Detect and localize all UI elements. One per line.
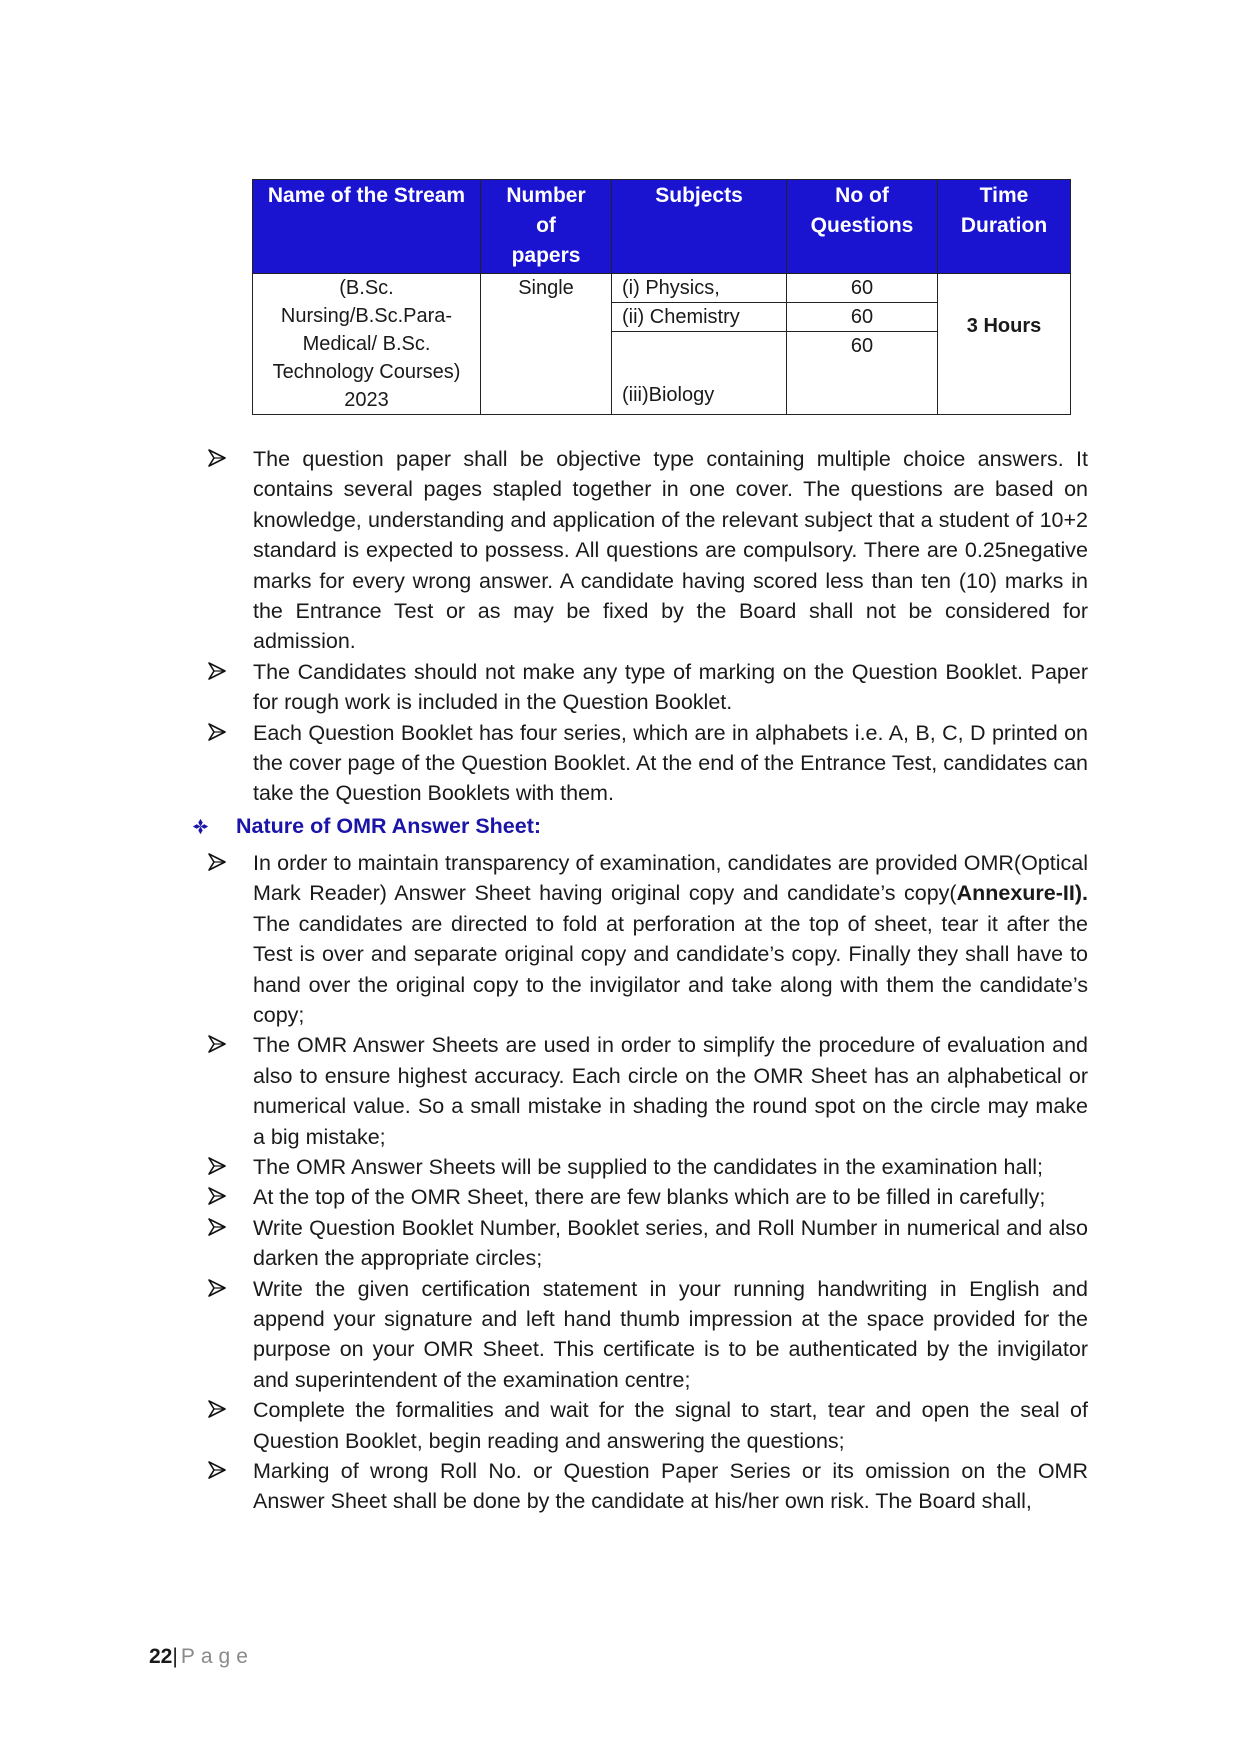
arrowhead-icon — [208, 723, 226, 741]
header-questions — [787, 180, 938, 274]
questions-cell: 60 — [787, 332, 938, 415]
list-item-text: The question paper shall be objective type containing multiple choice answers. It contains several pages stapled together in one cover. The questions are based on knowledge, understanding and application of the relevant subject that a student of 10+2 standard is expected to possess. All questions are compulsory. There are 0.25negative marks for every wrong answer. A candidate having scored less than ten (10) marks in the Entrance Test or as may be fixed by the Board shall not be considered for admission. — [253, 447, 1088, 654]
subject-cell: (ii) Chemistry — [612, 303, 787, 332]
arrowhead-icon — [208, 1400, 226, 1418]
page-footer — [149, 1643, 254, 1671]
list-item-text: Marking of wrong Roll No. or Question Paper Series or its omission on the OMR Answer Sheet shall be done by the candidate at his/her own risk. The Board shall, — [253, 1459, 1088, 1514]
header-questions-text: No of Questions — [810, 184, 914, 237]
list-item — [208, 1182, 1088, 1212]
stream-cell — [253, 274, 481, 415]
stream-line: Medical/ B.Sc. — [302, 333, 431, 355]
header-duration — [938, 180, 1071, 274]
list-item-text: Each Question Booklet has four series, which are in alphabets i.e. A, B, C, D printed on the cover page of the Question Booklet. At the end of the Entrance Test, candidates can take the Question Booklets with them. — [253, 720, 1088, 806]
document-body — [208, 444, 1088, 1517]
questions-cell: 60 — [787, 303, 938, 332]
header-papers-text: Number of papers — [506, 184, 586, 267]
stream-line: Nursing/B.Sc.Para- — [280, 305, 453, 327]
arrowhead-icon — [208, 1187, 226, 1205]
papers-cell: Single — [481, 274, 612, 415]
list-item-text: The candidates are directed to fold at perforation at the top of sheet, tear it after the Test is over and separate original copy and candidate’s copy. Finally they shall have to hand over the original copy to the invigilator and take along with them the candidate’s copy; — [253, 911, 1088, 1027]
arrowhead-icon — [208, 1279, 226, 1297]
header-subjects-text: Subjects — [655, 184, 743, 207]
subject-cell: (iii)Biology — [612, 332, 787, 415]
exam-pattern-table — [252, 179, 1071, 415]
list-item — [208, 657, 1088, 718]
header-stream-text: Name of the Stream — [267, 184, 466, 207]
list-item-text: Complete the formalities and wait for the signal to start, tear and open the seal of Question Booklet, begin reading and answering the questions; — [253, 1398, 1088, 1453]
list-item — [208, 1274, 1088, 1396]
header-papers — [481, 180, 612, 274]
questions-cell: 60 — [787, 274, 938, 303]
list-item-text: In order to maintain transparency of examination, candidates are provided OMR(Optical Mark Reader) Answer Sheet having original copy and candidate’s copy( — [253, 850, 1088, 906]
list-item — [208, 1152, 1088, 1182]
page-label: Page — [180, 1645, 254, 1668]
list-item-text: The OMR Answer Sheets will be supplied to the candidates in the examination hall; — [253, 1154, 1043, 1179]
table-row — [253, 274, 1071, 303]
page-number: 22 — [149, 1645, 173, 1668]
list-item-text: Write the given certification statement in your running handwriting in English and append your signature and left hand thumb impression at the space provided for the purpose on your OMR Sheet. This certificate is to be authenticated by the invigilator and superintendent of the examination centre; — [253, 1276, 1088, 1392]
arrowhead-icon — [208, 449, 226, 467]
arrowhead-icon — [208, 853, 226, 871]
stream-line: (B.Sc. — [339, 277, 394, 299]
arrowhead-icon — [208, 1218, 226, 1236]
omr-instructions-list — [208, 848, 1088, 1517]
list-item — [208, 718, 1088, 809]
arrowhead-icon — [208, 1461, 226, 1479]
list-item — [208, 848, 1088, 1030]
header-subjects — [612, 180, 787, 274]
duration-cell: 3 Hours — [938, 274, 1071, 415]
annexure-reference: Annexure-II). — [956, 881, 1088, 906]
section-title: Nature of OMR Answer Sheet: — [236, 813, 542, 838]
instructions-list — [208, 444, 1088, 809]
header-duration-text: Time Duration — [960, 184, 1048, 237]
list-item-text: Write Question Booklet Number, Booklet series, and Roll Number in numerical and also darken the appropriate circles; — [253, 1215, 1088, 1271]
footer-separator: | — [172, 1645, 178, 1668]
list-item — [208, 1213, 1088, 1274]
list-item — [208, 1030, 1088, 1152]
list-item — [208, 444, 1088, 657]
arrowhead-icon — [208, 1035, 226, 1053]
subject-cell: (i) Physics, — [612, 274, 787, 303]
section-heading — [180, 811, 1088, 845]
stream-line: 2023 — [344, 389, 389, 411]
list-item-text: The OMR Answer Sheets are used in order to simplify the procedure of evaluation and also to ensure highest accuracy. Each circle on the OMR Sheet has an alphabetical or numerical value. So a small mistake in shading the round spot on the circle may make a big mistake; — [253, 1033, 1088, 1149]
table-header-row — [253, 180, 1071, 274]
list-item — [208, 1395, 1088, 1456]
arrowhead-icon — [208, 1157, 226, 1175]
stream-line: Technology Courses) — [272, 361, 461, 383]
list-item-text: At the top of the OMR Sheet, there are few blanks which are to be filled in carefully; — [253, 1185, 1046, 1210]
header-stream — [253, 180, 481, 274]
list-item — [208, 1456, 1088, 1517]
four-diamond-icon — [192, 818, 209, 835]
list-item-text: The Candidates should not make any type of marking on the Question Booklet. Paper for rough work is included in the Question Booklet. — [253, 659, 1088, 715]
arrowhead-icon — [208, 662, 226, 680]
